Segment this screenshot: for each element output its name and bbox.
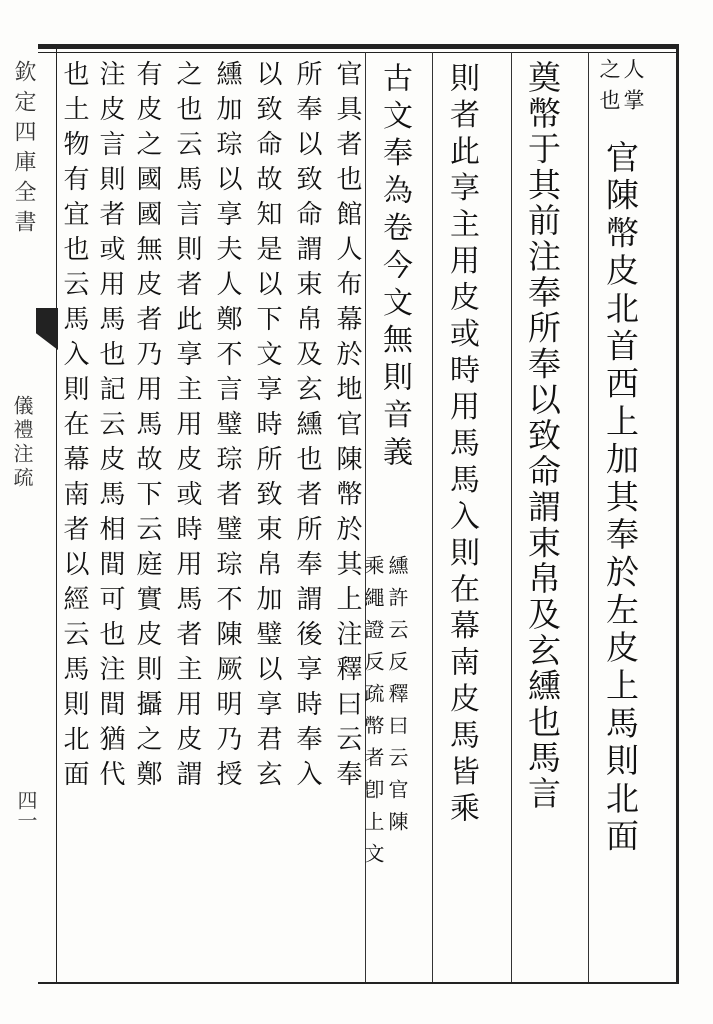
text-column: 以致命故知是以下文享時所致束帛加璧以享君玄 — [252, 60, 282, 795]
column-divider — [432, 52, 433, 982]
text-column: 官具者也館人布幕於地官陳幣於其上注釋曰云奉 — [332, 60, 362, 795]
text-column: 有皮之國國無皮者乃用馬故下云庭實皮則攝之鄭 — [132, 60, 162, 795]
annotation-line: 之也 — [597, 58, 621, 120]
lead-annotation — [598, 58, 644, 120]
text-column: 奠幣于其前注奉所奉以致命謂束帛及玄纁也馬言 — [523, 60, 562, 812]
annotation-line: 纁許云反釋曰云官陳 — [385, 555, 409, 843]
annotation-line: 人掌 — [621, 58, 645, 120]
text-column: 也土物有宜也云馬入則在幕南者以經云馬則北面 — [59, 60, 89, 795]
column-divider — [588, 52, 589, 982]
top-border-inner — [38, 52, 678, 53]
text-column: 古文奉為卷今文無則音義 — [377, 62, 412, 474]
text-column: 纁加琮以享夫人鄭不言璧琮者璧琮不陳厥明乃授 — [212, 60, 242, 795]
book-title: 儀禮注疏 — [10, 395, 34, 491]
left-border — [56, 44, 57, 984]
text-column: 則者此享主用皮或時用馬馬入則在幕南皮馬皆乘 — [444, 62, 479, 829]
text-column: 所奉以致命謂束帛及玄纁也者所奉謂後享時奉入 — [292, 60, 322, 795]
text-column: 注皮言則者或用馬也記云皮馬相間可也注間猶代 — [95, 60, 125, 795]
library-title: 欽定四庫全書 — [11, 60, 36, 240]
top-border — [38, 44, 678, 49]
fish-tail-mark — [36, 308, 58, 350]
inline-annotation — [362, 555, 408, 875]
annotation-line: 乘繩證反疏幣者卽上文 — [361, 555, 385, 875]
text-column: 之也云馬言則者此享主用皮或時用馬者主用皮謂 — [172, 60, 202, 795]
text-column: 官陳幣皮北首西上加其奉於左皮上馬則北面 — [601, 140, 640, 857]
column-divider — [511, 52, 512, 982]
right-border — [676, 44, 679, 984]
page-number: 四一 — [14, 790, 38, 830]
bottom-border — [38, 982, 678, 984]
